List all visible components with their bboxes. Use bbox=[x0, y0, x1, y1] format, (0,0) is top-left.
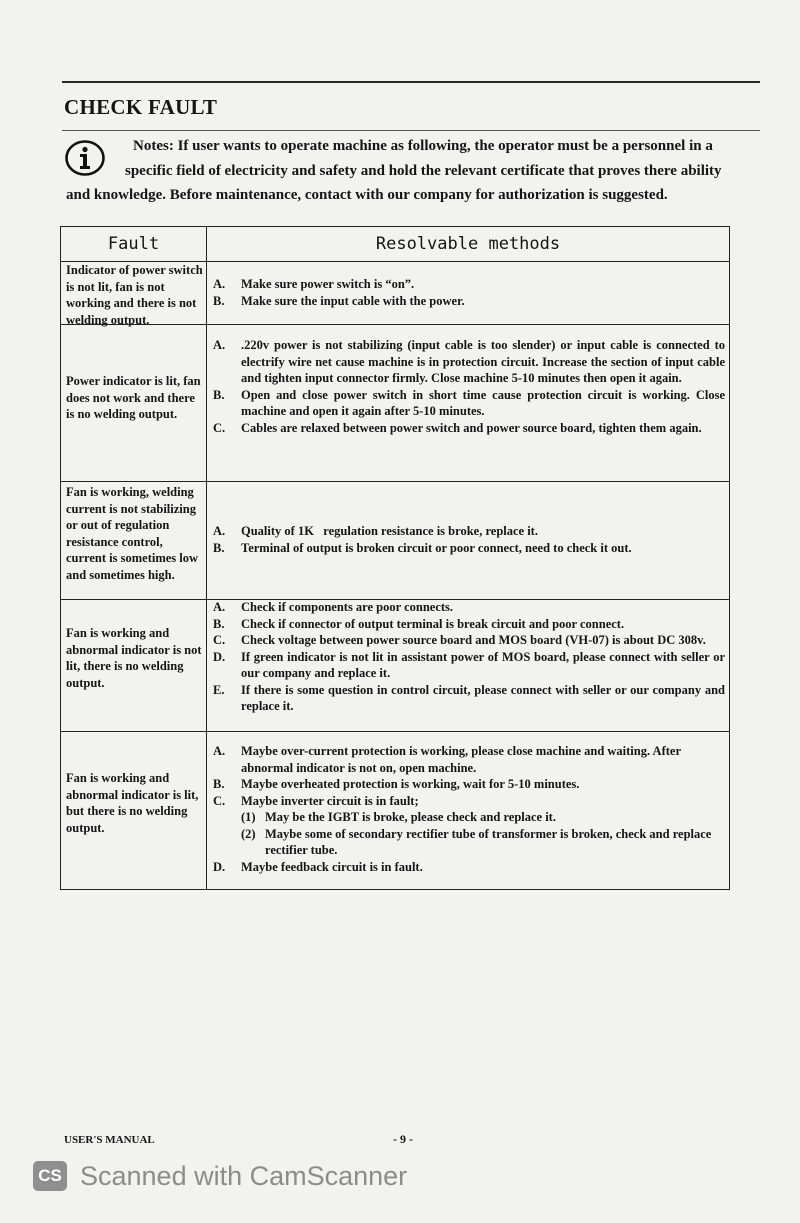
method-item: B. Maybe overheated protection is working, wait for 5-10 minutes. bbox=[213, 777, 580, 791]
method-item: D. Maybe feedback circuit is in fault. bbox=[213, 859, 423, 874]
footer-manual-label: USER'S MANUAL bbox=[64, 1134, 155, 1146]
fault-cell-1: Indicator of power switch is not lit, fan is not working and there is not welding output. bbox=[66, 263, 203, 327]
method-item: B. Check if connector of output terminal is break circuit and poor connect. bbox=[213, 616, 625, 631]
fault-cell-3: Fan is working, welding current is not stabilizing or out of regulation resistance control, current is sometimes low and sometimes high. bbox=[66, 485, 199, 582]
method-item: A. .220v power is not stabilizing (input cable is too slender) or input cable is connected to electrify wire net cause machine is in protection circuit. Increase the section of input cable and tighten input connector firmly. Close machine 5-10 minutes then open it again. bbox=[213, 338, 725, 385]
method-item: C. Cables are relaxed between power switch and power source board, tighten them again. bbox=[213, 420, 702, 435]
method-subitem: (2) Maybe some of secondary rectifier tube of transformer is broken, check and replace rectifier tube. bbox=[241, 826, 712, 857]
fault-cell-4: Fan is working and abnormal indicator is not lit, there is no welding output. bbox=[66, 626, 202, 690]
camscanner-watermark: Scanned with CamScanner bbox=[80, 1161, 408, 1191]
method-item: D. If green indicator is not lit in assistant power of MOS board, please connect with seller or our company and replace it. bbox=[213, 649, 725, 680]
note-line-1: Notes: If user wants to operate machine as following, the operator must be a personnel in a bbox=[133, 138, 713, 154]
heading-rule bbox=[62, 130, 760, 131]
note-line-3: and knowledge. Before maintenance, contact with our company for authorization is suggested. bbox=[66, 187, 668, 203]
fault-table bbox=[60, 226, 730, 890]
top-rule bbox=[62, 81, 760, 83]
fault-cell-2: Power indicator is lit, fan does not work and there is no welding output. bbox=[66, 374, 201, 421]
camscanner-logo: CS bbox=[33, 1161, 67, 1191]
note-line-2: specific field of electricity and safety and hold the relevant certificate that proves there ability bbox=[125, 163, 722, 179]
method-item: A. Make sure power switch is “on”. bbox=[213, 277, 415, 291]
method-list-2 bbox=[213, 337, 725, 436]
method-item: A. Quality of 1K regulation resistance is broke, replace it. bbox=[213, 524, 538, 538]
method-item: C. Maybe inverter circuit is in fault; (1) May be the IGBT is broke, please check and replace it. (2) Maybe some of secondary rectifier tube of transformer is broken, check and replace rectifier tube. bbox=[213, 793, 725, 859]
method-item: A. Check if components are poor connects. bbox=[213, 600, 454, 614]
method-item: B. Terminal of output is broken circuit or poor connect, need to check it out. bbox=[213, 540, 632, 555]
row-divider bbox=[61, 481, 729, 482]
method-list-3 bbox=[213, 523, 725, 556]
method-item: B. Open and close power switch in short time cause protection circuit is working. Close machine and open it again after 5-10 minutes. bbox=[213, 387, 725, 418]
method-item: A. Maybe over-current protection is working, please close machine and waiting. After abnormal indicator is not on, open machine. bbox=[213, 744, 681, 775]
method-list-5 bbox=[213, 743, 725, 875]
row-divider bbox=[61, 731, 729, 732]
column-header-fault: Fault bbox=[107, 234, 160, 254]
method-list-4 bbox=[213, 599, 725, 715]
page-title: CHECK FAULT bbox=[64, 95, 218, 119]
info-icon bbox=[64, 139, 106, 177]
fault-cell-5: Fan is working and abnormal indicator is lit, but there is no welding output. bbox=[66, 771, 199, 835]
page-number: - 9 - bbox=[393, 1132, 413, 1146]
method-subitem: (1) May be the IGBT is broke, please check and replace it. bbox=[241, 810, 556, 824]
method-item: C. Check voltage between power source board and MOS board (VH-07) is about DC 308v. bbox=[213, 633, 706, 647]
method-item: E. If there is some question in control circuit, please connect with seller or our company and replace it. bbox=[213, 682, 725, 713]
method-list-1 bbox=[213, 276, 725, 309]
column-divider bbox=[206, 227, 207, 889]
method-item: B. Make sure the input cable with the power. bbox=[213, 293, 465, 308]
column-header-methods: Resolvable methods bbox=[375, 234, 561, 254]
